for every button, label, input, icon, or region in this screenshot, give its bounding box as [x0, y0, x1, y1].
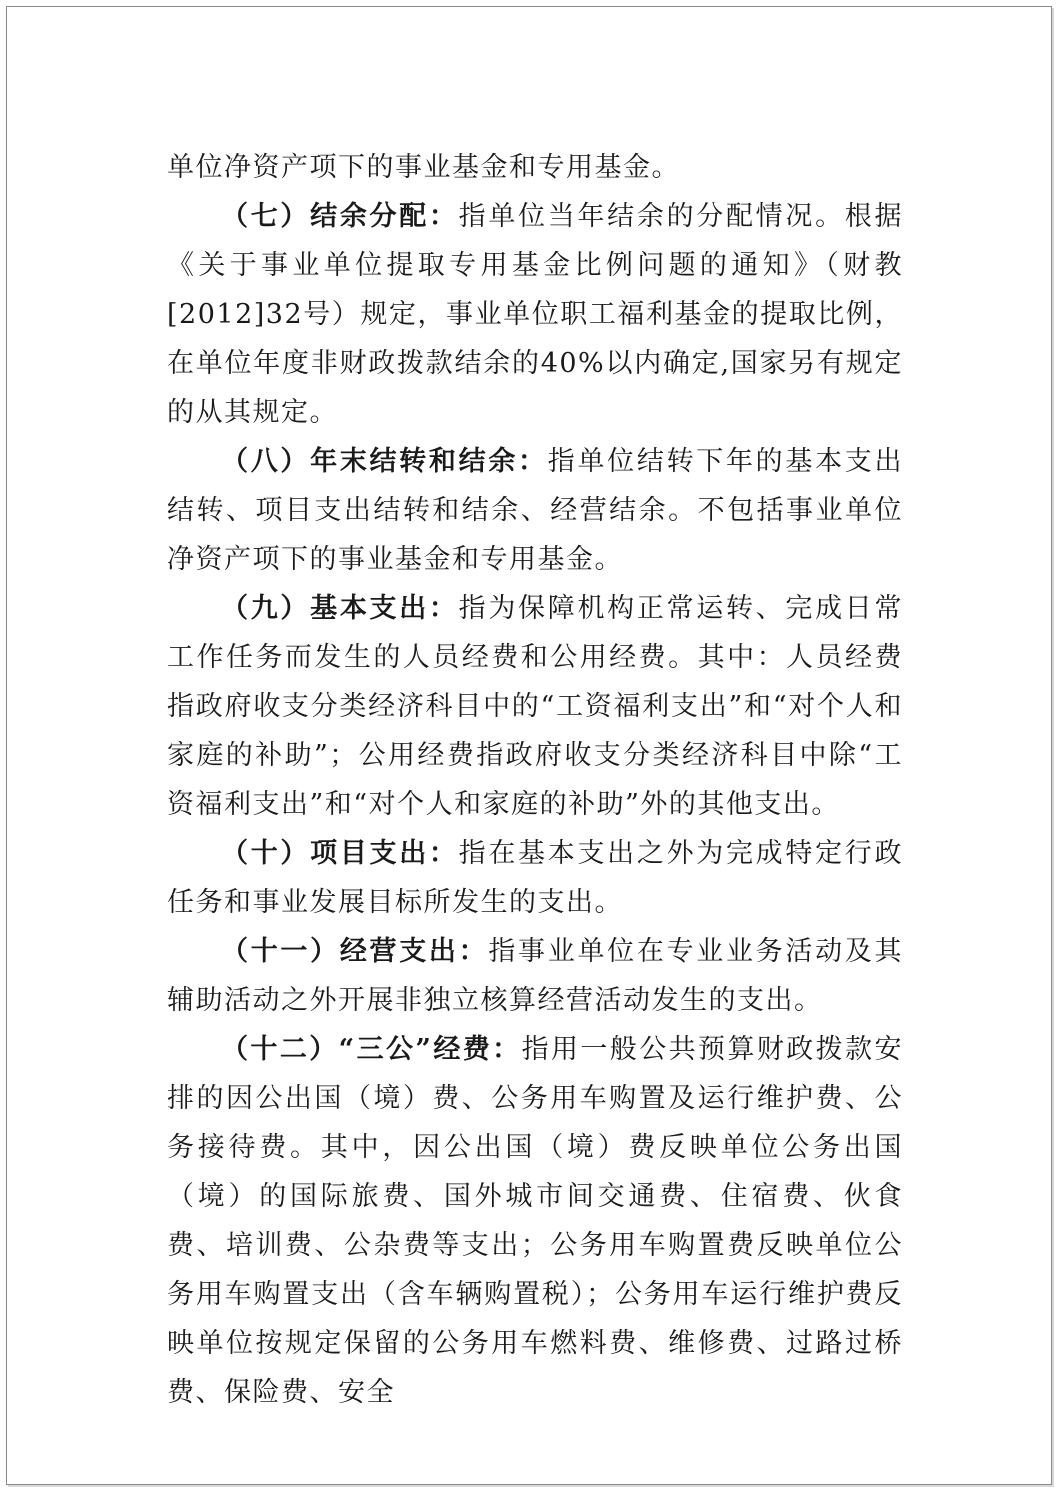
- paragraph-text: 指事业单位在专业业务活动及其辅助活动之外开展非独立核算经营活动发生的支出。: [167, 936, 904, 1016]
- paragraph-continuation: [167, 143, 903, 192]
- paragraph-three-public-expenses: [167, 1025, 903, 1417]
- paragraph-basic-expenditure: [167, 584, 903, 829]
- paragraph-text: 单位净资产项下的事业基金和专用基金。: [167, 152, 680, 183]
- paragraph-text: 指为保障机构正常运转、完成日常工作任务而发生的人员经费和公用经费。其中：人员经费指政府收支分类经济科目中的“工资福利支出”和“对个人和家庭的补助”；公用经费指政府收支分类经济科目中除“工资福利支出”和“对个人和家庭的补助”外的其他支出。: [167, 593, 904, 820]
- term-heading: （八）年末结转和结余：: [221, 446, 548, 477]
- paragraph-text: 指单位当年结余的分配情况。根据《关于事业单位提取专用基金比例问题的通知》（财教[2012]32号）规定，事业单位职工福利基金的提取比例，在单位年度非财政拨款结余的40%以内确定,国家另有规定的从其规定。: [167, 201, 904, 428]
- document-body: [167, 143, 903, 1417]
- paragraph-surplus-distribution: [167, 192, 903, 437]
- term-heading: （十）项目支出：: [221, 838, 459, 869]
- term-heading: （九）基本支出：: [221, 593, 459, 624]
- document-page: [6, 6, 1052, 1485]
- paragraph-year-end-carryover: [167, 437, 903, 584]
- term-heading: （十一）经营支出：: [221, 936, 489, 967]
- term-heading: （十二）“三公”经费：: [221, 1034, 522, 1065]
- paragraph-project-expenditure: [167, 829, 903, 927]
- term-heading: （七）结余分配：: [221, 201, 459, 232]
- paragraph-operating-expenditure: [167, 927, 903, 1025]
- paragraph-text: 指单位结转下年的基本支出结转、项目支出结转和结余、经营结余。不包括事业单位净资产项下的事业基金和专用基金。: [167, 446, 903, 575]
- paragraph-text: 指在基本支出之外为完成特定行政任务和事业发展目标所发生的支出。: [167, 838, 904, 918]
- paragraph-text: 指用一般公共预算财政拨款安排的因公出国（境）费、公务用车购置及运行维护费、公务接待费。其中，因公出国（境）费反映单位公务出国（境）的国际旅费、国外城市间交通费、住宿费、伙食费、培训费、公杂费等支出；公务用车购置费反映单位公务用车购置支出（含车辆购置税）；公务用车运行维护费反映单位按规定保留的公务用车燃料费、维修费、过路过桥费、保险费、安全: [167, 1034, 904, 1408]
